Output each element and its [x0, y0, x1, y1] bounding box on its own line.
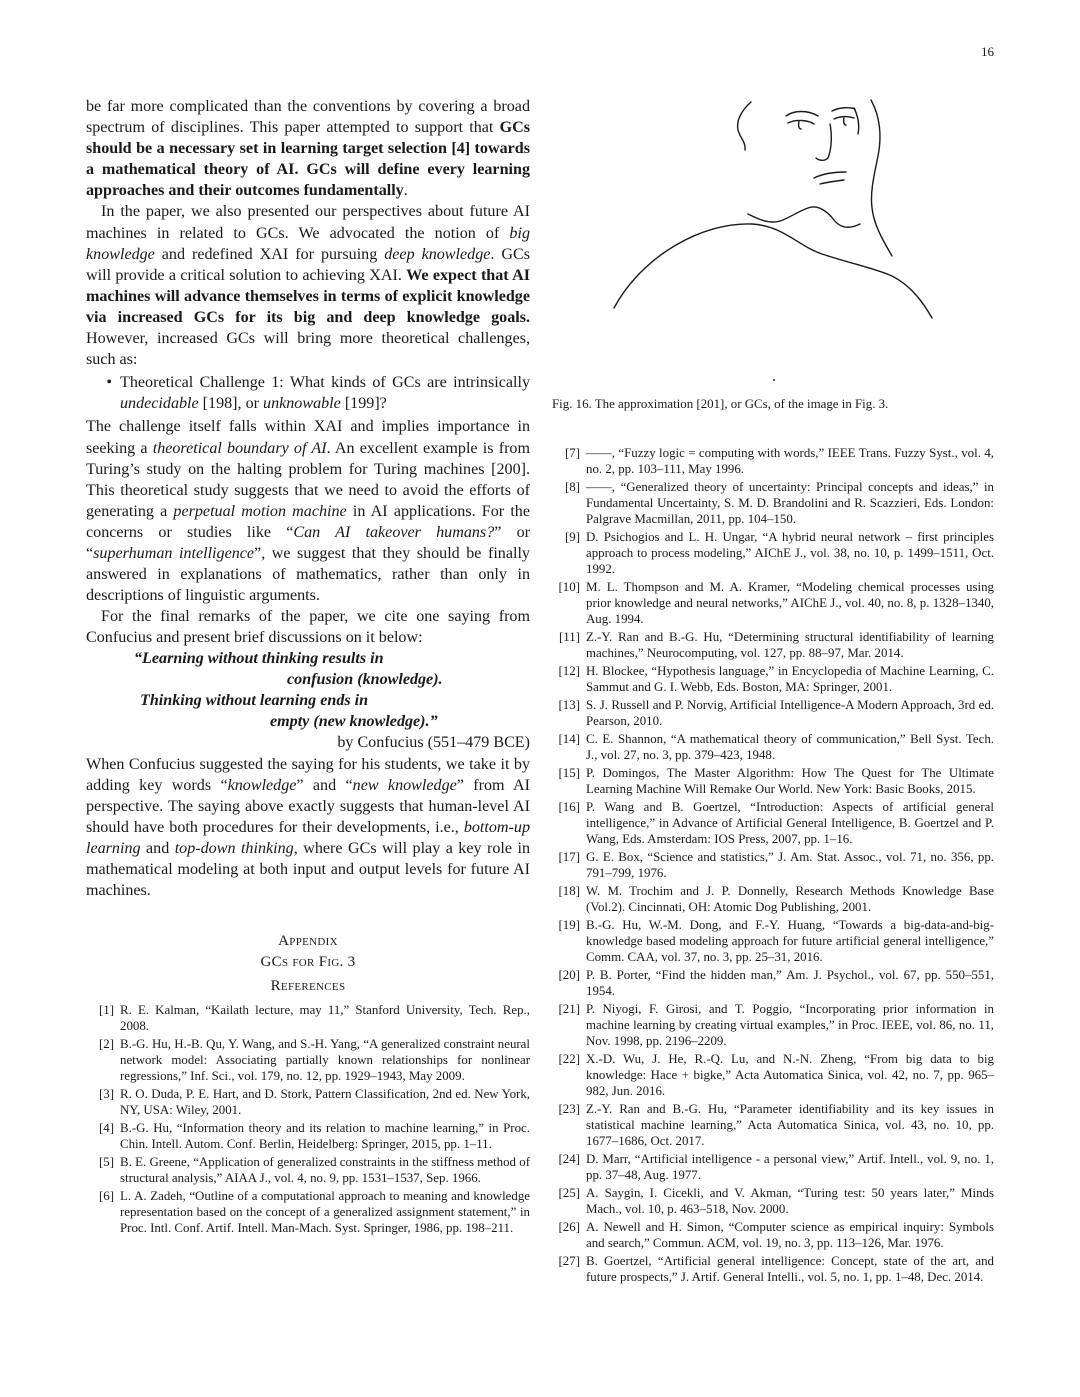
reference-text: P. Wang and B. Goertzel, “Introduction: Aspects of artificial general intelligence,” in Advance of Artificial General Intelligence, B. Goertzel and P. Wang, Eds. Amsterdam: IOS Press, 2007, pp. 1–16.: [586, 799, 994, 846]
right-brow: [832, 108, 855, 111]
reference-number: [4]: [98, 1121, 114, 1136]
paragraph-discussion: [86, 754, 530, 902]
right-column: [552, 96, 994, 1288]
quote-line: confusion (knowledge).: [287, 671, 443, 689]
paragraph-conclusion: [86, 96, 530, 201]
reference-number: [19]: [558, 917, 580, 932]
text-run: ”, we suggest that they should be finally answered in explanations of mathematics, rather than only in descriptions of linguistic arguments.: [86, 544, 530, 605]
appendix-heading: Appendix: [278, 933, 338, 950]
reference-item: [552, 918, 994, 966]
reference-text: X.-D. Wu, J. He, R.-Q. Lu, and N.-N. Zheng, “From big data to big knowledge: Hace + bigke,” Acta Automatica Sinica, vol. 42, no. 7, pp. 965–982, Jun. 2016.: [586, 1051, 994, 1098]
reference-item: [86, 1037, 530, 1085]
reference-number: [25]: [558, 1185, 580, 1200]
reference-text: D. Marr, “Artificial intelligence - a personal view,” Artif. Intell., vol. 9, no. 1, pp. 37–48, Aug. 1977.: [586, 1151, 994, 1182]
reference-text: M. L. Thompson and M. A. Kramer, “Modeling chemical processes using prior knowledge and neural networks,” AIChE J., vol. 40, no. 8, p. 1328–1340, Aug. 1994.: [586, 579, 994, 626]
reference-item: [86, 1155, 530, 1187]
text-run: [199]?: [340, 395, 387, 413]
reference-number: [3]: [98, 1087, 114, 1102]
italic-text: undecidable: [120, 395, 199, 413]
left-brow: [786, 112, 818, 117]
reference-item: [552, 630, 994, 662]
text-run: The challenge itself falls within XAI and implies importance in seeking a: [86, 418, 530, 457]
left-eye-line: [788, 120, 814, 124]
challenge-bullet: [86, 372, 530, 414]
reference-text: A. Saygin, I. Cicekli, and V. Akman, “Turing test: 50 years later,” Minds Mach., vol. 10, p. 463–518, Nov. 2000.: [586, 1185, 994, 1216]
reference-number: [22]: [558, 1051, 580, 1066]
reference-text: B.-G. Hu, “Information theory and its relation to machine learning,” in Proc. Chin. Intell. Autom. Conf. Berlin, Heidelberg: Springer, 2015, pp. 1–11.: [120, 1121, 530, 1152]
reference-number: [5]: [98, 1155, 114, 1170]
paragraph-perspectives: [86, 201, 530, 370]
reference-text: C. E. Shannon, “A mathematical theory of communication,” Bell Syst. Tech. J., vol. 27, no. 3, pp. 379–423, 1948.: [586, 731, 994, 762]
reference-text: G. E. Box, “Science and statistics,” J. Am. Stat. Assoc., vol. 71, no. 356, pp. 791–799, 1976.: [586, 849, 994, 880]
references-list-right: [552, 446, 994, 1286]
page-number: 16: [981, 44, 994, 59]
text-run: When Confucius suggested the saying for his students, we take it by adding key words “: [86, 755, 530, 794]
left-pupil: [799, 121, 801, 129]
confucius-quote: [86, 648, 530, 732]
reference-number: [8]: [564, 480, 580, 494]
chin-line: [748, 207, 860, 227]
reference-item: [552, 884, 994, 916]
text-run: ” from AI perspective. The saying above exactly suggests that human-level AI should have both procedures for their developments, i.e.,: [86, 776, 530, 836]
text-run: and: [140, 839, 175, 857]
text-run: be far more complicated than the conventions by covering a broad spectrum of disciplines. This paper attempted to support that: [86, 98, 530, 137]
quote-line: “Learning without thinking results in: [134, 650, 384, 668]
reference-text: L. A. Zadeh, “Outline of a computational approach to meaning and knowledge representation based on the concept of a generalized assignment statement,” in Proc. Intl. Conf. Artif. Intell. Man-Mach. Syst. Springer, 1986, pp. 198–211.: [120, 1189, 530, 1236]
reference-text: B.-G. Hu, W.-M. Dong, and F.-Y. Huang, “Towards a big-data-and-big-knowledge based modeling approach for future artificial general intelligence,” Comm. CAA, vol. 37, no. 3, pp. 25–31, 2016.: [586, 917, 994, 964]
reference-item: [552, 968, 994, 1000]
reference-item: [552, 480, 994, 528]
bullet-dot-icon: •: [106, 374, 112, 392]
appendix-title: GCs for Fig. 3: [260, 954, 356, 971]
reference-item: [552, 1152, 994, 1184]
reference-item: [552, 664, 994, 696]
mouth-lower: [820, 180, 844, 184]
reference-item: [552, 580, 994, 628]
reference-number: [12]: [558, 663, 580, 678]
text-run: ” and “: [296, 776, 353, 794]
hair-right-stroke: [871, 100, 892, 256]
nose-stroke: [816, 124, 831, 160]
reference-item: [552, 530, 994, 578]
reference-number: [17]: [558, 849, 580, 864]
reference-item: [552, 1102, 994, 1150]
italic-text: superhuman intelligence: [93, 544, 255, 562]
italic-text: perpetual motion machine: [173, 502, 347, 520]
reference-text: ——, “Generalized theory of uncertainty: Principal concepts and ideas,” in Fundamental Uncertainty, S. M. D. Brandolini and R. Scazzieri, Eds. London: Palgrave Macmillan, 2011, pp. 104–150.: [586, 480, 994, 526]
reference-number: [9]: [564, 529, 580, 544]
text-run: , where GCs will play a key role in mathematical modeling at both input and output levels for future AI machines.: [86, 839, 530, 900]
quote-line: Thinking without learning ends in: [140, 692, 369, 710]
quote-attribution: by Confucius (551–479 BCE): [337, 734, 530, 752]
references-list-left: [86, 1003, 530, 1237]
reference-number: [27]: [558, 1253, 580, 1268]
text-run: In the paper, we also presented our perspectives about future AI machines in related to GCs. We advocated the notion of: [86, 203, 530, 242]
reference-item: [86, 1087, 530, 1119]
reference-number: [13]: [558, 697, 580, 712]
italic-text: big knowledge: [86, 224, 530, 263]
reference-text: B. Goertzel, “Artificial general intelligence: Concept, state of the art, and future prospects,” J. Artif. General Intelli., vol. 5, no. 1, pp. 1–48, Dec. 2014.: [586, 1253, 994, 1284]
italic-text: unknowable: [263, 395, 341, 413]
reference-text: B. E. Greene, “Application of generalized constraints in the stiffness method of structural analysis,” AIAA J., vol. 4, no. 9, pp. 1531–1537, Sep. 1966.: [120, 1155, 530, 1186]
dot-mark: [773, 379, 775, 381]
reference-item: [552, 800, 994, 848]
line-drawing-face-illustration: [552, 96, 994, 396]
reference-item: [552, 698, 994, 730]
reference-text: P. Niyogi, F. Girosi, and T. Poggio, “Incorporating prior information in machine learning by creating virtual examples,” in Proc. IEEE, vol. 86, no. 11, Nov. 1998, pp. 2196–2209.: [586, 1001, 994, 1048]
text-run: .: [403, 182, 408, 200]
paragraph-final-remarks: For the final remarks of the paper, we cite one saying from Confucius and present brief discussions on it below:: [86, 608, 530, 647]
mouth-upper: [814, 172, 846, 178]
text-run: However, increased GCs will bring more theoretical challenges, such as:: [86, 330, 530, 369]
italic-text: bottom-up learning: [86, 818, 530, 857]
italic-text: theoretical boundary of AI: [152, 439, 327, 457]
hair-left-stroke: [738, 102, 751, 150]
reference-text: P. B. Porter, “Find the hidden man,” Am. J. Psychol., vol. 67, pp. 550–551, 1954.: [586, 967, 994, 998]
reference-item: [552, 766, 994, 798]
reference-text: P. Domingos, The Master Algorithm: How The Quest for The Ultimate Learning Machine Will Remake Our World. New York: Basic Books, 2015.: [586, 765, 994, 796]
bold-text: GCs should be a necessary set in learning target selection [4] towards a mathematical theory of AI. GCs will define every learning approaches and their outcomes fundamentally: [86, 119, 530, 200]
reference-number: [10]: [558, 579, 580, 594]
reference-text: S. J. Russell and P. Norvig, Artificial Intelligence-A Modern Approach, 3rd ed. Pearson, 2010.: [586, 697, 994, 728]
reference-text: W. M. Trochim and J. P. Donnelly, Research Methods Knowledge Base (Vol.2). Cincinnati, OH: Atomic Dog Publishing, 2001.: [586, 883, 994, 914]
reference-item: [552, 1002, 994, 1050]
reference-item: [552, 1254, 994, 1286]
reference-item: [86, 1003, 530, 1035]
bold-text: We expect that AI machines will advance themselves in terms of explicit knowledge via increased GCs for its big and deep knowledge goals.: [86, 266, 530, 326]
reference-text: D. Psichogios and L. H. Ungar, “A hybrid neural network – first principles approach to process modeling,” AIChE J., vol. 38, no. 10, p. 1499–1511, Oct. 1992.: [586, 529, 994, 576]
figure-caption: Fig. 16. The approximation [201], or GCs, of the image in Fig. 3.: [552, 397, 889, 411]
reference-number: [15]: [558, 765, 580, 780]
right-pupil: [844, 118, 846, 125]
reference-text: ——, “Fuzzy logic = computing with words,” IEEE Trans. Fuzzy Syst., vol. 4, no. 2, pp. 103–111, May 1996.: [586, 446, 994, 476]
reference-item: [552, 850, 994, 882]
reference-item: [86, 1121, 530, 1153]
reference-number: [11]: [559, 629, 580, 644]
reference-number: [6]: [98, 1189, 114, 1204]
reference-item: [86, 1189, 530, 1237]
figure-16: [552, 96, 994, 396]
reference-text: Z.-Y. Ran and B.-G. Hu, “Determining structural identifiability of learning machines,” Neurocomputing, vol. 127, pp. 88–97, Mar. 2014.: [586, 629, 994, 660]
reference-text: Z.-Y. Ran and B.-G. Hu, “Parameter identifiability and its key issues in statistical machine learning,” Acta Automatica Sinica, vol. 43, no. 10, pp. 1677–1686, Oct. 2017.: [586, 1101, 994, 1148]
reference-number: [20]: [558, 967, 580, 982]
text-run: in AI applications. For the concerns or studies like “: [86, 502, 530, 541]
reference-item: [552, 1052, 994, 1100]
reference-number: [1]: [98, 1003, 114, 1018]
reference-number: [16]: [558, 799, 580, 814]
text-run: . GCs will provide a critical solution to achieving XAI.: [86, 245, 530, 284]
reference-text: H. Blockee, “Hypothesis language,” in Encyclopedia of Machine Learning, C. Sammut and G. I. Webb, Eds. Boston, MA: Springer, 2001.: [586, 663, 994, 694]
reference-item: [552, 1186, 994, 1218]
italic-text: top-down thinking: [174, 839, 294, 857]
reference-item: [552, 732, 994, 764]
text-run: . An excellent example is from Turing’s study on the halting problem for Turing machines [200]. This theoretical study suggests that we need to avoid the efforts of generating a: [86, 439, 530, 520]
reference-text: R. E. Kalman, “Kailath lecture, may 11,” Stanford University, Tech. Rep., 2008.: [120, 1003, 530, 1034]
text-run: Theoretical Challenge 1: What kinds of GCs are intrinsically: [120, 374, 530, 392]
reference-number: [24]: [558, 1151, 580, 1166]
text-run: [198], or: [198, 395, 264, 413]
left-column: [86, 96, 530, 1239]
text-run: and redefined XAI for pursuing: [154, 245, 385, 263]
quote-line: empty (new knowledge).”: [270, 713, 438, 731]
references-heading: References: [270, 978, 346, 995]
reference-number: [18]: [558, 883, 580, 898]
reference-item: [552, 446, 994, 478]
italic-text: new knowledge: [352, 776, 457, 794]
reference-number: [26]: [558, 1219, 580, 1234]
reference-number: [23]: [558, 1101, 580, 1116]
reference-item: [552, 1220, 994, 1252]
reference-text: A. Newell and H. Simon, “Computer science as empirical inquiry: Symbols and search,” Commun. ACM, vol. 19, no. 3, pp. 113–126, Mar. 1976.: [586, 1219, 994, 1250]
reference-text: B.-G. Hu, H.-B. Qu, Y. Wang, and S.-H. Yang, “A generalized constraint neural network model: Associating partially known relationships for nonlinear regressions,” Inf. Sci., vol. 179, no. 12, pp. 1929–1943, May 2009.: [120, 1037, 530, 1084]
italic-text: deep knowledge: [384, 245, 491, 263]
shoulder-line: [614, 224, 932, 318]
text-run: ” or “: [86, 523, 530, 562]
reference-number: [14]: [558, 731, 580, 746]
hair-right-inner-stroke: [854, 108, 859, 134]
reference-text: R. O. Duda, P. E. Hart, and D. Stork, Pattern Classification, 2nd ed. New York, NY, USA: Wiley, 2001.: [120, 1087, 530, 1118]
paragraph-challenge: [86, 416, 530, 606]
reference-number: [7]: [564, 446, 580, 460]
reference-number: [21]: [558, 1001, 580, 1016]
italic-text: knowledge: [227, 776, 297, 794]
italic-text: Can AI takeover humans?: [293, 523, 495, 541]
reference-number: [2]: [98, 1037, 114, 1052]
